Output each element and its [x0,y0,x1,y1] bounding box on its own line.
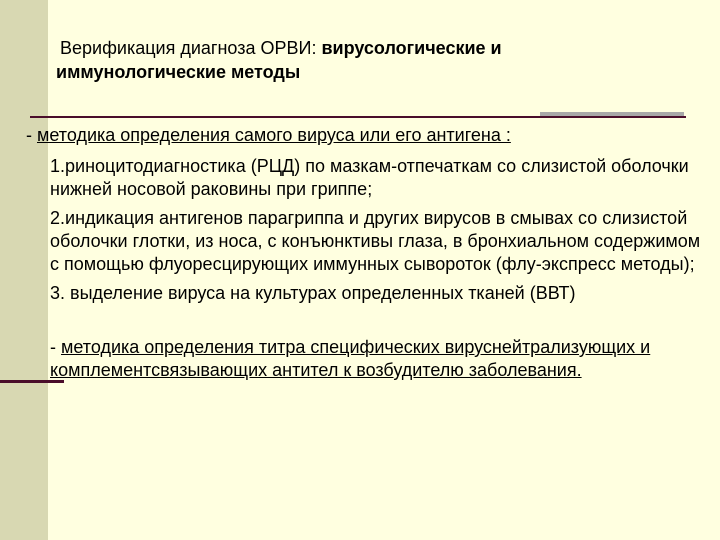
list-item-1: 1.риноцитодиагностика (РЦД) по мазкам-отпечаткам со слизистой оболочки нижней носовой раковины при гриппе; [50,156,689,199]
last-dash: - [50,337,61,357]
title-plain-text: Верификация диагноза ОРВИ: [60,38,322,58]
last-paragraph [26,336,706,382]
lead-dash: - [26,125,37,145]
list-item-2: 2.индикация антигенов парагриппа и других вирусов в смывах со слизистой оболочки глотки, из носа, с конъюнктивы глаза, в бронхиальном содержимом с помощью флуоресцирующих иммунных сывороток (флу-экспресс методы); [50,208,701,274]
title-bold-text: вирусологические и иммунологические методы [56,38,502,82]
title-rule [30,116,686,118]
slide-title [56,36,656,84]
list-item-3: 3. выделение вируса на культурах определенных тканей (ВВТ) [50,283,576,303]
lead-method-text: методика определения самого вируса или его антигена : [37,125,511,145]
lead-paragraph [26,124,706,147]
last-method-text: методика определения титра специфических вируснейтрализующих и комплементсвязывающих антител к возбудителю заболевания. [50,337,651,380]
slide-body [26,124,706,382]
